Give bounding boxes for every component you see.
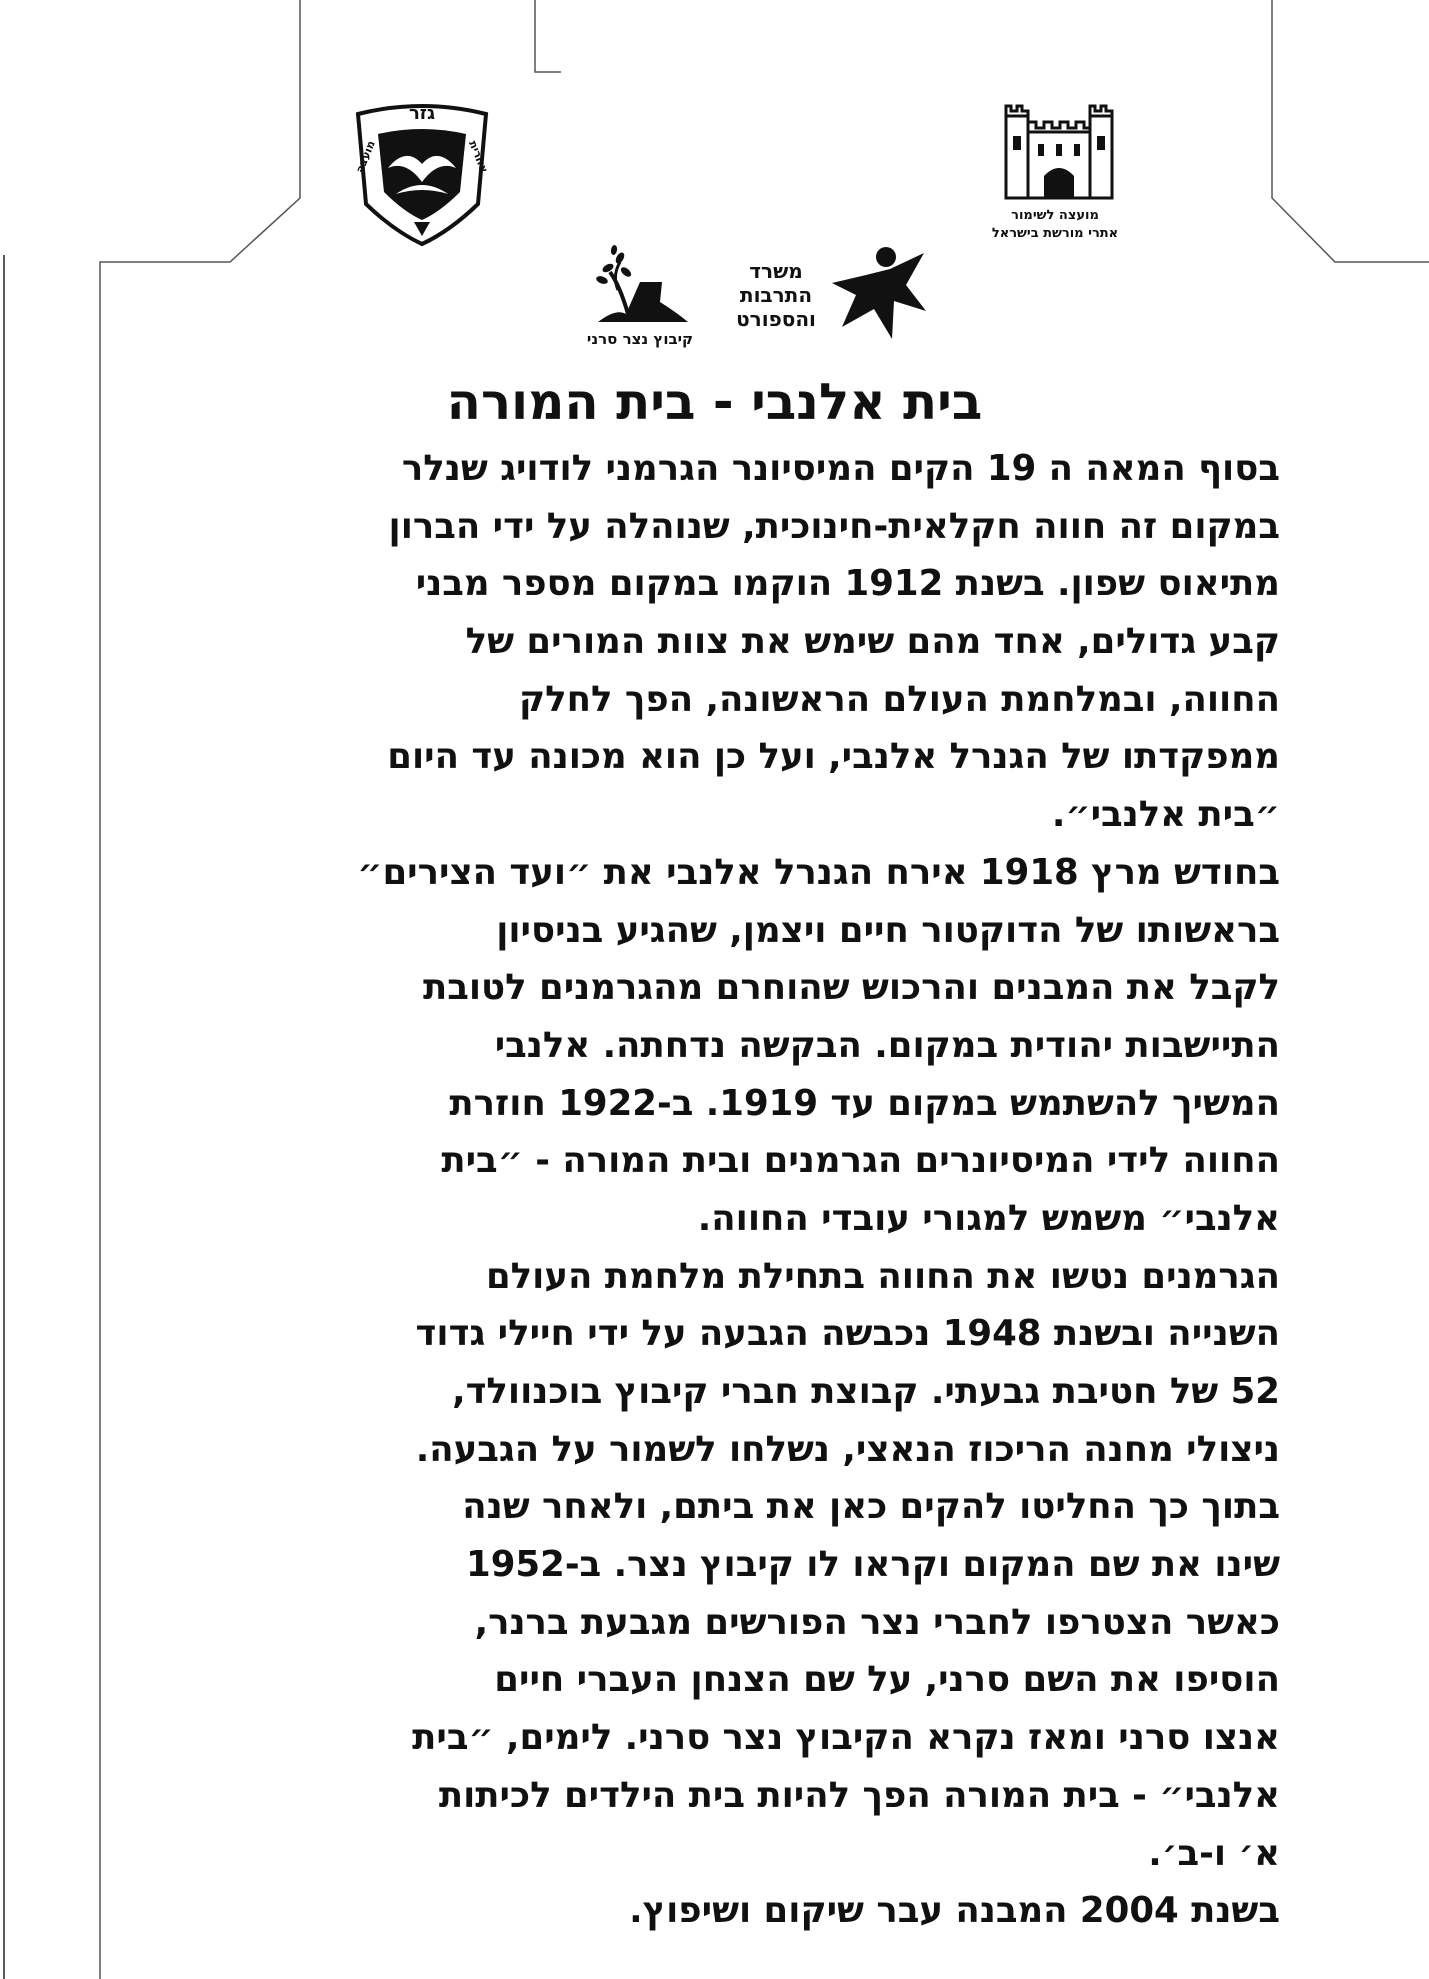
body-line: השנייה ובשנת 1948 נכבשה הגבעה על ידי חיילי גדוד xyxy=(415,1313,1280,1355)
body-line: מתיאוס שפון. בשנת 1912 הוקמו במקום מספר מבני xyxy=(415,563,1280,605)
body-line: שינו את שם המקום וקראו לו קיבוץ נצר. ב-1952 xyxy=(466,1544,1280,1586)
body-line: ניצולי מחנה הריכוז הנאצי, נשלחו לשמור על הגבעה. xyxy=(415,1428,1280,1470)
body-line: בראשותו של הדוקטור חיים ויצמן, שהגיע בניסיון xyxy=(496,909,1280,951)
body-line: הגרמנים נטשו את החווה בתחילת מלחמת העולם xyxy=(485,1255,1280,1297)
ministry-name-line-1: משרד xyxy=(749,259,803,283)
ministry-name-line-2: התרבות xyxy=(739,283,813,307)
body-line: אלנבי״ משמש למגורי עובדי החווה. xyxy=(697,1197,1280,1239)
body-line: א׳ ו-ב׳. xyxy=(1148,1832,1280,1874)
body-line: המשיך להשתמש במקום עד 1919. ב-1922 חוזרת xyxy=(449,1082,1280,1124)
body-line: לקבל את המבנים והרכוש שהוחרם מהגרמנים לטובת xyxy=(422,967,1280,1009)
body-text xyxy=(200,440,1280,1940)
body-line: בשנת 2004 המבנה עבר שיקום ושיפוץ. xyxy=(629,1890,1280,1932)
kibbutz-logo-caption: קיבוץ נצר סרני xyxy=(586,330,694,348)
ministry-name-line-3: והספורט xyxy=(736,307,816,331)
body-line: בתוך כך החליטו להקים כאן את ביתם, ולאחר שנה xyxy=(462,1486,1280,1528)
council-name-left: מועצה xyxy=(353,138,378,175)
body-line: החווה, ובמלחמת העולם הראשונה, הפך לחלק xyxy=(519,678,1280,720)
heritage-council-name-1: מועצה לשימור xyxy=(1011,208,1099,223)
body-line: אלנבי״ - בית המורה הפך להיות בית הילדים לכיתות xyxy=(438,1774,1280,1816)
body-line: הוסיפו את השם סרני, על שם הצנחן העברי חיים xyxy=(494,1659,1280,1701)
body-line: במקום זה חווה חקלאית-חינוכית, שנוהלה על ידי הברון xyxy=(388,505,1280,547)
body-line: 52 של חטיבת גבעתי. קבוצת חברי קיבוץ בוכנוולד, xyxy=(452,1371,1280,1412)
council-name-top: גזר xyxy=(408,103,436,124)
body-line: בחודש מרץ 1918 אירח הגנרל אלנבי את ״ועד הצירים״ xyxy=(357,851,1280,893)
body-line: כאשר הצטרפו לחברי נצר הפורשים מגבעת ברנר, xyxy=(474,1601,1280,1643)
page-title: בית אלנבי - בית המורה xyxy=(446,373,983,431)
council-name-right: אזורית xyxy=(466,138,491,175)
body-line: בסוף המאה ה 19 הקים המיסיונר הגרמני לודויג שנלר xyxy=(401,448,1280,489)
heritage-council-castle-logo xyxy=(1000,96,1118,204)
body-line: קבע גדולים, אחד מהם שימש את צוות המורים של xyxy=(465,621,1280,663)
ministry-star-logo xyxy=(828,245,930,343)
kibbutz-tree-logo xyxy=(590,242,690,326)
heritage-council-name-2: אתרי מורשת בישראל xyxy=(991,226,1119,241)
body-line: החווה לידי המיסיונרים הגרמנים ובית המורה - ״בית xyxy=(441,1140,1280,1182)
body-line: התיישבות יהודית במקום. הבקשה נדחתה. אלנבי xyxy=(494,1024,1280,1066)
body-line: אנצו סרני ומאז נקרא הקיבוץ נצר סרני. לימים, ״בית xyxy=(412,1717,1280,1759)
body-line: ממפקדתו של הגנרל אלנבי, ועל כן הוא מכונה עד היום xyxy=(387,736,1280,778)
body-line: ״בית אלנבי״. xyxy=(1051,794,1280,836)
